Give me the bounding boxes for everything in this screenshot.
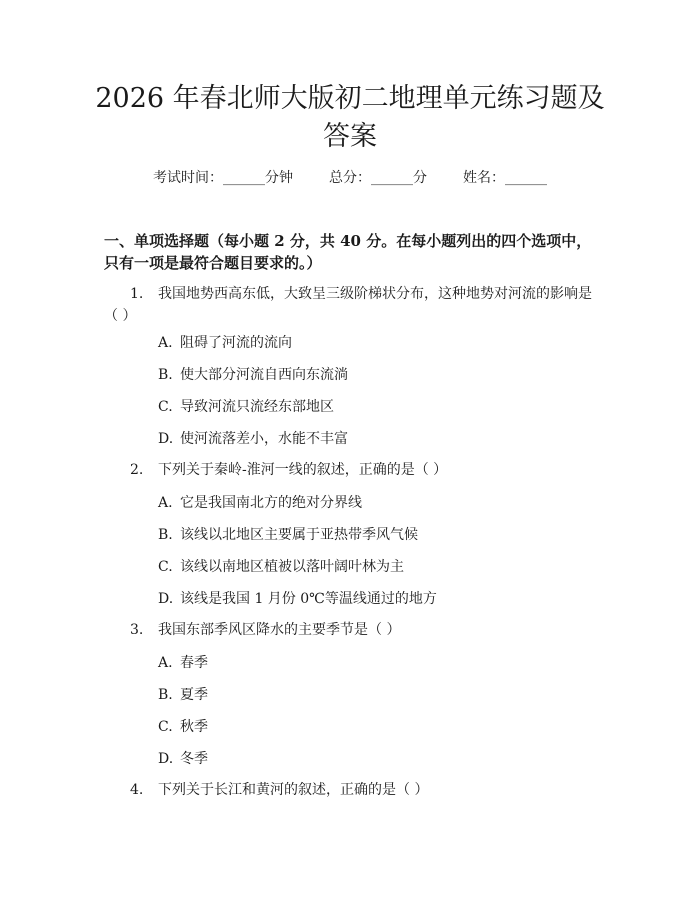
question-number: 2. <box>130 462 144 478</box>
question-number: 3. <box>130 622 144 638</box>
option-3a <box>158 653 598 673</box>
question-stem: 下列关于长江和黄河的叙述，正确的是（ ） <box>158 782 429 798</box>
option-text: 导致河流只流经东部地区 <box>180 399 334 415</box>
option-text: 春季 <box>180 655 208 671</box>
question-3 <box>104 619 604 641</box>
option-letter: B. <box>158 527 173 543</box>
option-2a <box>158 493 598 513</box>
option-text: 使大部分河流自西向东流淌 <box>180 367 348 383</box>
question-stem: 我国东部季风区降水的主要季节是（ ） <box>158 622 401 638</box>
option-text: 该线以北地区主要属于亚热带季风气候 <box>180 527 418 543</box>
option-1a <box>158 333 598 353</box>
question-2 <box>104 459 604 481</box>
document-title: 2026 年春北师大版初二地理单元练习题及答案 <box>95 83 605 152</box>
option-text: 秋季 <box>180 719 208 735</box>
name-blank: ______ <box>505 170 547 186</box>
option-letter: A. <box>158 495 173 511</box>
exam-time-label: 考试时间： <box>153 170 223 186</box>
option-3b <box>158 685 598 705</box>
question-number: 1. <box>130 286 144 302</box>
option-3d <box>158 749 598 769</box>
exam-time-blank: ______ <box>223 170 265 186</box>
question-number: 4. <box>130 782 144 798</box>
option-letter: C. <box>158 399 173 415</box>
option-letter: C. <box>158 719 173 735</box>
option-1c <box>158 397 598 417</box>
option-letter: A. <box>158 655 173 671</box>
option-letter: B. <box>158 687 173 703</box>
option-1b <box>158 365 598 385</box>
option-text: 夏季 <box>180 687 208 703</box>
option-letter: D. <box>158 751 174 767</box>
option-text: 阻碍了河流的流向 <box>180 335 292 351</box>
exam-time-unit: 分钟 <box>265 170 293 186</box>
option-3c <box>158 717 598 737</box>
option-letter: B. <box>158 367 173 383</box>
option-letter: A. <box>158 335 173 351</box>
total-score-unit: 分 <box>413 170 427 186</box>
option-2d <box>158 589 598 609</box>
option-text: 该线以南地区植被以落叶阔叶林为主 <box>180 559 404 575</box>
option-letter: D. <box>158 431 174 447</box>
option-text: 它是我国南北方的绝对分界线 <box>180 495 362 511</box>
question-1 <box>104 283 604 327</box>
option-text: 该线是我国 1 月份 0℃等温线通过的地方 <box>180 591 437 607</box>
total-score-label: 总分： <box>329 170 371 186</box>
option-1d <box>158 429 598 449</box>
option-letter: D. <box>158 591 174 607</box>
option-2b <box>158 525 598 545</box>
option-letter: C. <box>158 559 173 575</box>
exam-info-line <box>0 168 700 188</box>
option-text: 冬季 <box>180 751 208 767</box>
question-4 <box>104 779 604 801</box>
option-text: 使河流落差小，水能不丰富 <box>180 431 348 447</box>
question-stem: 我国地势西高东低，大致呈三级阶梯状分布，这种地势对河流的影响是（ ） <box>104 286 592 324</box>
section-heading: 一、单项选择题（每小题 2 分，共 40 分。在每小题列出的四个选项中，只有一项是最符合题目要求的。） <box>104 232 592 272</box>
option-2c <box>158 557 598 577</box>
question-stem: 下列关于秦岭-淮河一线的叙述，正确的是（ ） <box>158 462 448 478</box>
name-label: 姓名： <box>463 170 505 186</box>
total-score-blank: ______ <box>371 170 413 186</box>
